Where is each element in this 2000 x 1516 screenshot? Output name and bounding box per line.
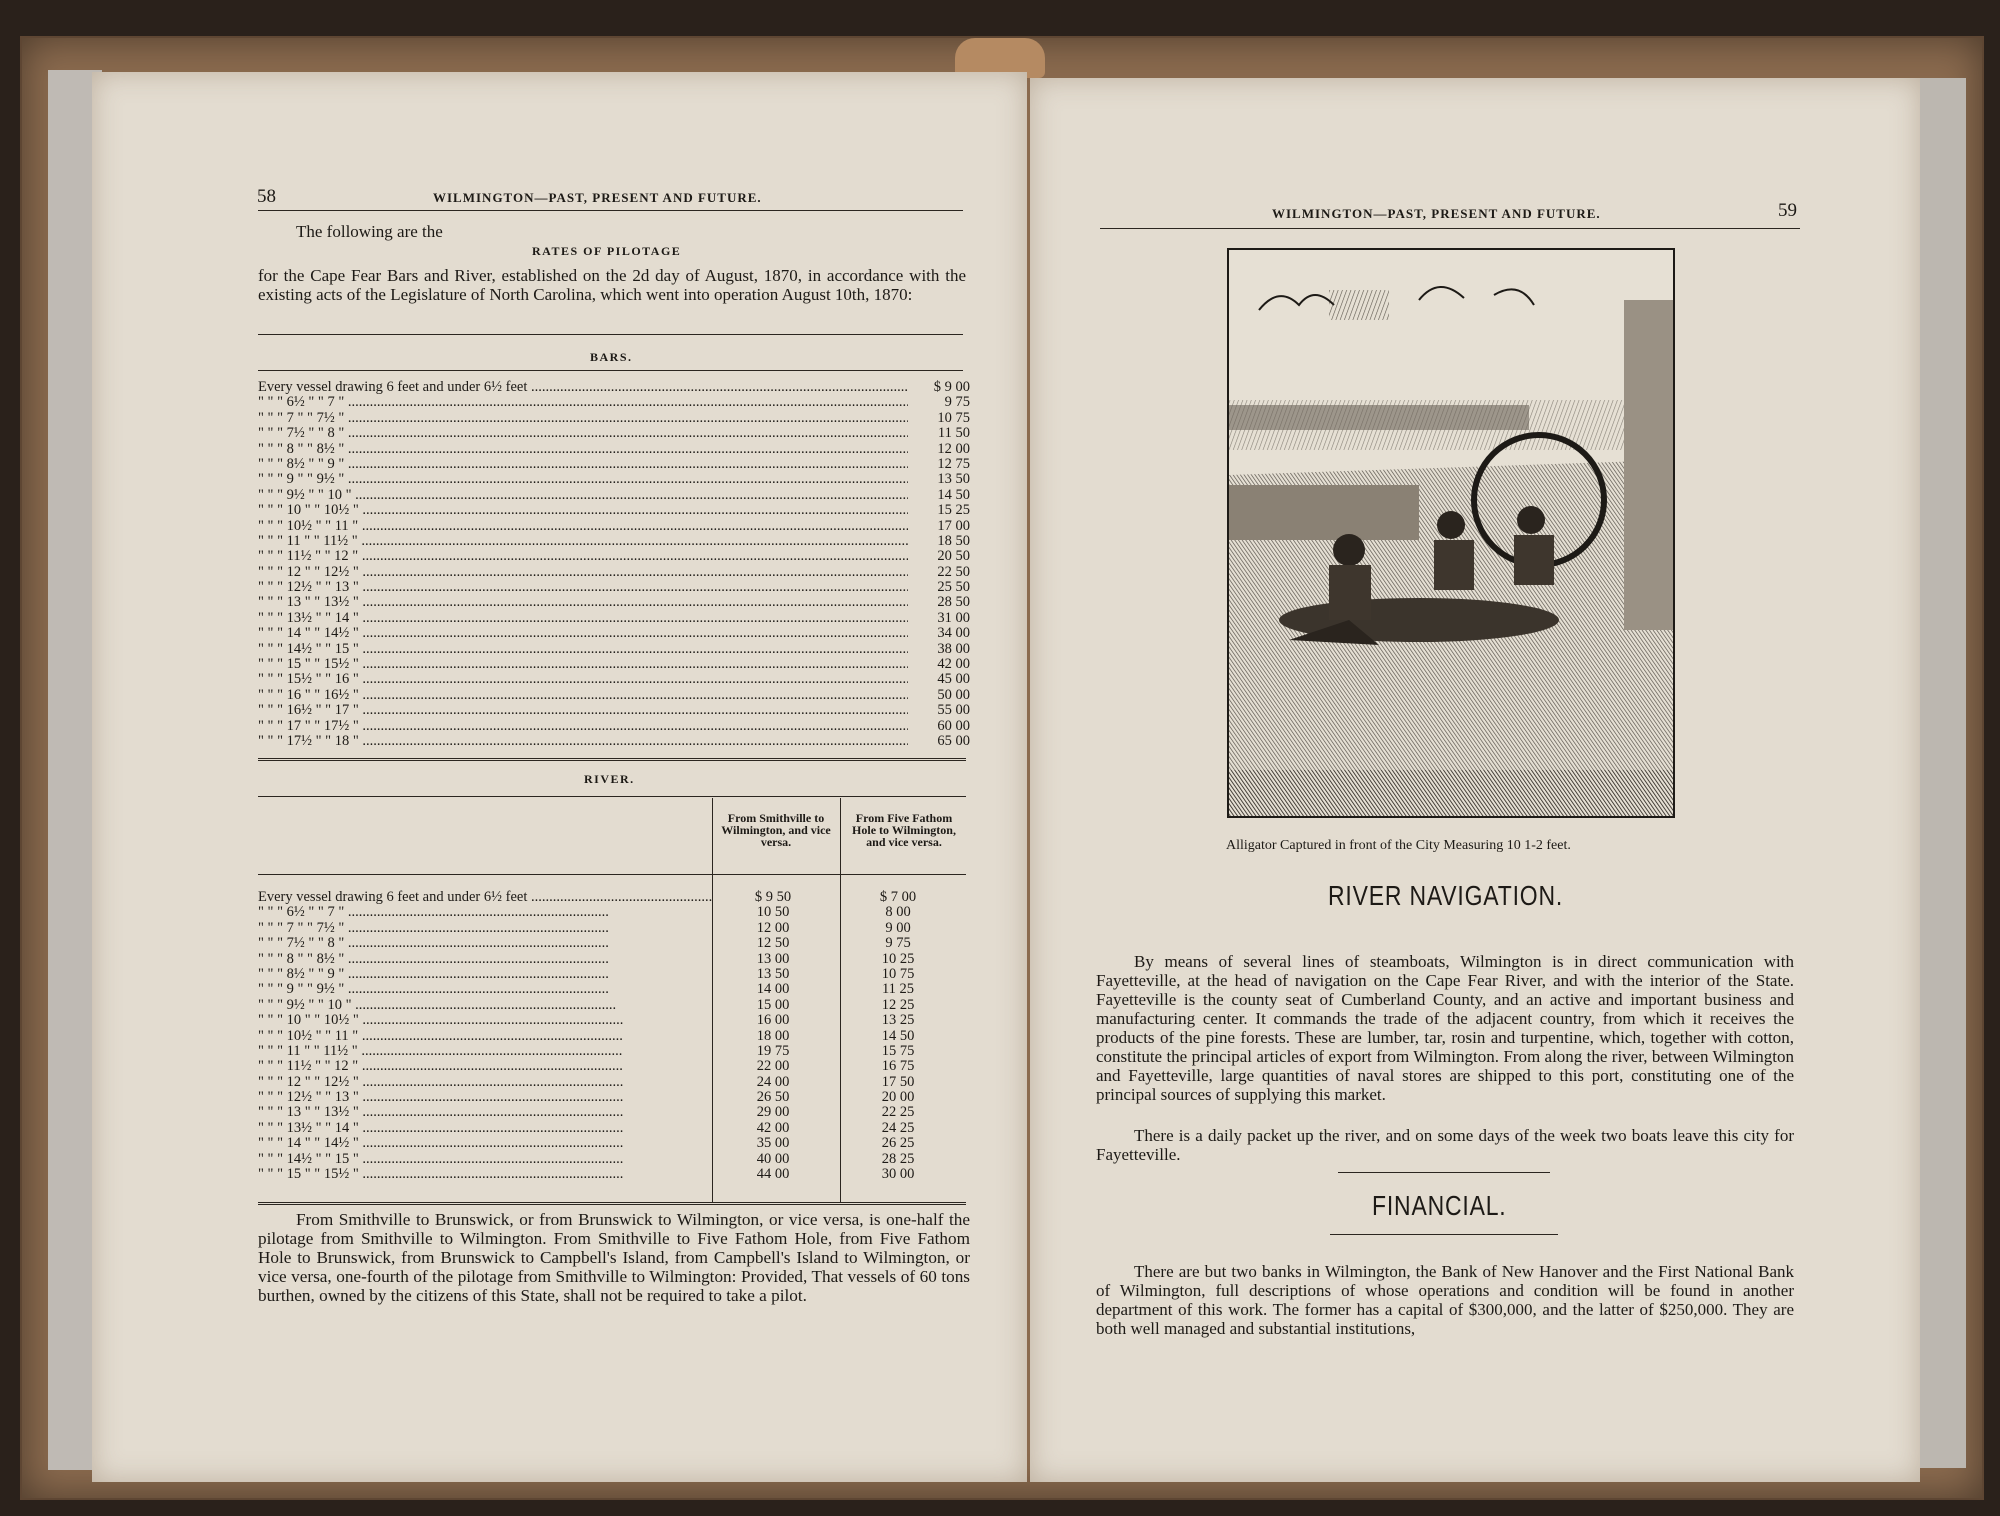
bars-row-description: " " " 11½ " " 12 " ..... <box>258 549 908 564</box>
river-row-smithville-rate: 40 00 <box>756 1150 790 1167</box>
bars-row-rate: 34 00 <box>937 626 970 642</box>
bars-row-description: " " " 17½ " " 18 " ..... <box>258 734 908 749</box>
bars-row-description: " " " 9½ " " 10 " ..... <box>258 488 908 503</box>
river-row <box>258 1044 963 1059</box>
bars-row-description: " " " 13½ " " 14 " ..... <box>258 611 908 626</box>
river-heading: RIVER. <box>584 772 635 786</box>
river-navigation-paragraph-2: There is a daily packet up the river, and on some days of the week two boats leave this city for Fayetteville. <box>1096 1126 1794 1164</box>
river-row-description: " " " 10½ " " 11 " ..... <box>258 1029 713 1044</box>
river-row-five-fathom-rate: 9 00 <box>885 919 911 936</box>
river-row-description: " " " 8½ " " 9 " ..... <box>258 967 713 982</box>
bars-row <box>258 503 970 518</box>
right-running-head: WILMINGTON—PAST, PRESENT AND FUTURE. <box>1272 206 1601 221</box>
river-row <box>258 905 963 920</box>
river-navigation-paragraph-1: By means of several lines of steamboats, Wilmington is in direct communication with Fayetteville, at the head of navigation on the Cape Fear River, and with the interior of the State. Fayetteville is the county seat of Cumberland County, and an active and important business and manufacturing center. It commands the trade of the adjacent country, from which it receives the products of the pine forests. These are lumber, tar, rosin and turpentine, which, together with cotton, constitute the principal articles of export from Wilmington. From along the river, between Wilmington and Fayetteville, large quantities of naval stores are shipped to this port, constituting one of the principal sources of supplying this market. <box>1096 952 1794 1104</box>
rule <box>258 874 966 875</box>
river-row-smithville-rate: 26 50 <box>756 1089 790 1106</box>
bars-row-description: " " " 14 " " 14½ " ..... <box>258 626 908 641</box>
rates-heading: RATES OF PILOTAGE <box>532 244 682 258</box>
bars-row-description: " " " 16 " " 16½ " ..... <box>258 688 908 703</box>
bars-row-description: " " " 8 " " 8½ " ..... <box>258 442 908 457</box>
river-row-description: " " " 11 " " 11½ " ..... <box>258 1044 713 1059</box>
bars-row-rate: 38 00 <box>937 641 970 657</box>
bars-row-rate: 20 50 <box>937 549 970 565</box>
bars-row-rate: 17 00 <box>937 518 970 534</box>
river-row-smithville-rate: 22 00 <box>756 1058 790 1075</box>
river-row-description: " " " 12 " " 12½ " ..... <box>258 1075 713 1090</box>
river-row-description: " " " 9 " " 9½ " ..... <box>258 982 713 997</box>
bars-row <box>258 534 970 549</box>
river-row-five-fathom-rate: 9 75 <box>885 935 911 952</box>
river-row-smithville-rate: 18 00 <box>756 1027 790 1044</box>
bars-row <box>258 642 970 657</box>
river-row-five-fathom-rate: 24 25 <box>881 1119 915 1136</box>
river-row-description: " " " 9½ " " 10 " ..... <box>258 998 713 1013</box>
bars-row <box>258 719 970 734</box>
bars-row <box>258 549 970 564</box>
bars-row-rate: 65 00 <box>937 733 970 749</box>
intro-text: The following are the <box>296 222 443 241</box>
bars-row-rate: 50 00 <box>937 687 970 703</box>
bars-row <box>258 703 970 718</box>
river-row-smithville-rate: 16 00 <box>756 1012 790 1029</box>
bars-row <box>258 580 970 595</box>
river-row <box>258 936 963 951</box>
rule <box>258 334 963 335</box>
bars-row-rate: 12 75 <box>937 456 970 472</box>
river-row-description: " " " 13½ " " 14 " ..... <box>258 1121 713 1136</box>
bars-row-rate: 42 00 <box>937 657 970 673</box>
right-page-edges <box>1918 78 1966 1468</box>
bars-row-rate: 25 50 <box>937 580 970 596</box>
bars-row-description: " " " 15½ " " 16 " ..... <box>258 672 908 687</box>
bars-row <box>258 611 970 626</box>
river-row-description: " " " 15 " " 15½ " ..... <box>258 1167 713 1182</box>
river-row-five-fathom-rate: 8 00 <box>885 904 911 921</box>
river-row-smithville-rate: 15 00 <box>756 996 790 1013</box>
bars-row-rate: 15 25 <box>937 503 970 519</box>
river-row <box>258 998 963 1013</box>
river-row-five-fathom-rate: 10 25 <box>881 950 915 967</box>
river-row-five-fathom-rate: 26 25 <box>881 1135 915 1152</box>
bars-row-description: " " " 10 " " 10½ " ..... <box>258 503 908 518</box>
bars-row <box>258 442 970 457</box>
river-row-smithville-rate: 35 00 <box>756 1135 790 1152</box>
river-row-description: Every vessel drawing 6 feet and under 6½ feet ..... <box>258 890 713 905</box>
bars-row-description: " " " 12½ " " 13 " ..... <box>258 580 908 595</box>
river-row-smithville-rate: 42 00 <box>756 1119 790 1136</box>
river-table <box>258 890 963 1182</box>
section-rule <box>1338 1172 1550 1173</box>
river-row-smithville-rate: 24 00 <box>756 1073 790 1090</box>
bars-row-description: " " " 7½ " " 8 " ..... <box>258 426 908 441</box>
river-row-description: " " " 7½ " " 8 " ..... <box>258 936 713 951</box>
bars-row-description: " " " 17 " " 17½ " ..... <box>258 719 908 734</box>
river-row-description: " " " 11½ " " 12 " ..... <box>258 1059 713 1074</box>
river-row <box>258 1090 963 1105</box>
river-row-five-fathom-rate: 28 25 <box>881 1150 915 1167</box>
bars-row-description: " " " 9 " " 9½ " ..... <box>258 472 908 487</box>
river-row-smithville-rate: 13 00 <box>756 950 790 967</box>
river-row-smithville-rate: 19 75 <box>756 1042 790 1059</box>
river-row-smithville-rate: 14 00 <box>756 981 790 998</box>
river-row-five-fathom-rate: 11 25 <box>881 981 915 998</box>
river-row-smithville-rate: 12 00 <box>756 919 790 936</box>
river-row-smithville-rate: 29 00 <box>756 1104 790 1121</box>
bars-row-description: " " " 11 " " 11½ " ..... <box>258 534 908 549</box>
river-row-smithville-rate: $ 9 50 <box>754 889 792 905</box>
bars-row <box>258 672 970 687</box>
river-row-five-fathom-rate: 13 25 <box>881 1012 915 1029</box>
bars-row <box>258 657 970 672</box>
section-rule <box>1330 1234 1558 1235</box>
river-row-five-fathom-rate: 12 25 <box>881 996 915 1013</box>
bars-row-rate: 18 50 <box>937 533 970 549</box>
river-row-five-fathom-rate: 22 25 <box>881 1104 915 1121</box>
river-row-five-fathom-rate: 30 00 <box>881 1166 915 1183</box>
river-row-description: " " " 6½ " " 7 " ..... <box>258 905 713 920</box>
bars-row-description: " " " 8½ " " 9 " ..... <box>258 457 908 472</box>
river-row <box>258 952 963 967</box>
bars-row <box>258 626 970 641</box>
bars-row-description: " " " 7 " " 7½ " ..... <box>258 411 908 426</box>
river-row <box>258 890 963 905</box>
river-row <box>258 921 963 936</box>
financial-paragraph: There are but two banks in Wilmington, the Bank of New Hanover and the First National Bank of Wilmington, full descriptions of whose operations and condition will be found in another department of this work. The former has a capital of $300,000, and the latter of $250,000. They are both well managed and substantial institutions, <box>1096 1262 1794 1338</box>
bars-row <box>258 519 970 534</box>
river-row-description: " " " 13 " " 13½ " ..... <box>258 1105 713 1120</box>
left-running-head: WILMINGTON—PAST, PRESENT AND FUTURE. <box>433 190 762 205</box>
river-row-five-fathom-rate: 10 75 <box>881 965 915 982</box>
bars-heading: BARS. <box>590 350 633 364</box>
engraving-caption: Alligator Captured in front of the City Measuring 10 1-2 feet. <box>1226 838 1571 853</box>
bars-row <box>258 488 970 503</box>
bars-row-rate: 11 50 <box>937 426 970 442</box>
river-row-smithville-rate: 44 00 <box>756 1166 790 1183</box>
header-rule <box>1100 228 1800 229</box>
bars-row <box>258 426 970 441</box>
river-row <box>258 1167 963 1182</box>
rule <box>258 1202 966 1205</box>
river-row-description: " " " 12½ " " 13 " ..... <box>258 1090 713 1105</box>
bars-row-description: " " " 13 " " 13½ " ..... <box>258 595 908 610</box>
river-row-description: " " " 8 " " 8½ " ..... <box>258 952 713 967</box>
river-row-five-fathom-rate: 16 75 <box>881 1058 915 1075</box>
river-row <box>258 1152 963 1167</box>
financial-title: FINANCIAL. <box>1372 1190 1507 1221</box>
bars-row-description: Every vessel drawing 6 feet and under 6½ feet ..... <box>258 380 908 395</box>
river-row <box>258 1075 963 1090</box>
river-row <box>258 982 963 997</box>
river-row <box>258 1136 963 1151</box>
river-row-smithville-rate: 12 50 <box>756 935 790 952</box>
river-row-smithville-rate: 10 50 <box>756 904 790 921</box>
bars-row <box>258 380 970 395</box>
river-row-five-fathom-rate: 20 00 <box>881 1089 915 1106</box>
bars-row-rate: 28 50 <box>937 595 970 611</box>
bars-row <box>258 734 970 749</box>
bars-row-rate: 60 00 <box>937 718 970 734</box>
col-header-smithville: From Smithville to Wilmington, and vice versa. <box>721 811 831 849</box>
river-navigation-title: RIVER NAVIGATION. <box>1328 880 1564 911</box>
bars-row-rate: 14 50 <box>937 487 970 503</box>
left-page-number: 58 <box>257 186 276 207</box>
river-row <box>258 1121 963 1136</box>
river-row-smithville-rate: 13 50 <box>756 965 790 982</box>
rule <box>258 758 966 761</box>
bars-row-rate: 45 00 <box>937 672 970 688</box>
river-row-five-fathom-rate: $ 7 00 <box>879 889 917 905</box>
river-row-five-fathom-rate: 17 50 <box>881 1073 915 1090</box>
river-row-description: " " " 7 " " 7½ " ..... <box>258 921 713 936</box>
bars-row-rate: 13 50 <box>937 472 970 488</box>
bars-row-description: " " " 15 " " 15½ " ..... <box>258 657 908 672</box>
bars-row-rate: 12 00 <box>937 441 970 457</box>
bars-row-rate: 9 75 <box>944 395 970 411</box>
bars-row <box>258 395 970 410</box>
bars-row <box>258 565 970 580</box>
engraving-illustration <box>1229 250 1673 816</box>
bars-row-description: " " " 16½ " " 17 " ..... <box>258 703 908 718</box>
right-page-number: 59 <box>1778 200 1797 221</box>
river-row-five-fathom-rate: 15 75 <box>881 1042 915 1059</box>
bars-row-rate: 55 00 <box>937 703 970 719</box>
river-row-description: " " " 14½ " " 15 " ..... <box>258 1152 713 1167</box>
bars-row-rate: 31 00 <box>937 610 970 626</box>
bars-row-description: " " " 6½ " " 7 " ..... <box>258 395 908 410</box>
bars-row-rate: 22 50 <box>937 564 970 580</box>
bars-row-rate: $ 9 00 <box>933 380 970 395</box>
rule <box>258 796 966 797</box>
footer-paragraph: From Smithville to Brunswick, or from Brunswick to Wilmington, or vice versa, is one-half the pilotage from Smithville to Wilmington. From Smithville to Five Fathom Hole, from Five Fathom Hole to Brunswick, from Brunswick to Campbell's Island, from Campbell's Island to Wilmington, or vice versa, one-fourth of the pilotage from Smithville to Wilmington: Provided, That vessels of 60 tons burthen, owned by the citizens of this State, shall not be required to take a pilot. <box>258 1210 970 1305</box>
river-row <box>258 1029 963 1044</box>
alligator-engraving <box>1227 248 1675 818</box>
bars-row-rate: 10 75 <box>937 410 970 426</box>
bars-row-description: " " " 14½ " " 15 " ..... <box>258 642 908 657</box>
bars-row <box>258 411 970 426</box>
bars-row <box>258 688 970 703</box>
bars-row <box>258 472 970 487</box>
intro-paragraph: for the Cape Fear Bars and River, established on the 2d day of August, 1870, in accordance with the existing acts of the Legislature of North Carolina, which went into operation August 10th, 1870: <box>258 266 966 304</box>
bars-table <box>258 380 970 749</box>
river-row <box>258 1013 963 1028</box>
header-rule <box>258 210 963 211</box>
rule <box>258 370 963 371</box>
bars-row-description: " " " 12 " " 12½ " ..... <box>258 565 908 580</box>
river-row-description: " " " 14 " " 14½ " ..... <box>258 1136 713 1151</box>
river-row <box>258 967 963 982</box>
river-row <box>258 1105 963 1120</box>
river-row-five-fathom-rate: 14 50 <box>881 1027 915 1044</box>
bars-row <box>258 595 970 610</box>
col-header-five-fathom: From Five Fathom Hole to Wilmington, and vice versa. <box>852 811 956 849</box>
river-row-description: " " " 10 " " 10½ " ..... <box>258 1013 713 1028</box>
river-row <box>258 1059 963 1074</box>
bars-row-description: " " " 10½ " " 11 " ..... <box>258 519 908 534</box>
bars-row <box>258 457 970 472</box>
